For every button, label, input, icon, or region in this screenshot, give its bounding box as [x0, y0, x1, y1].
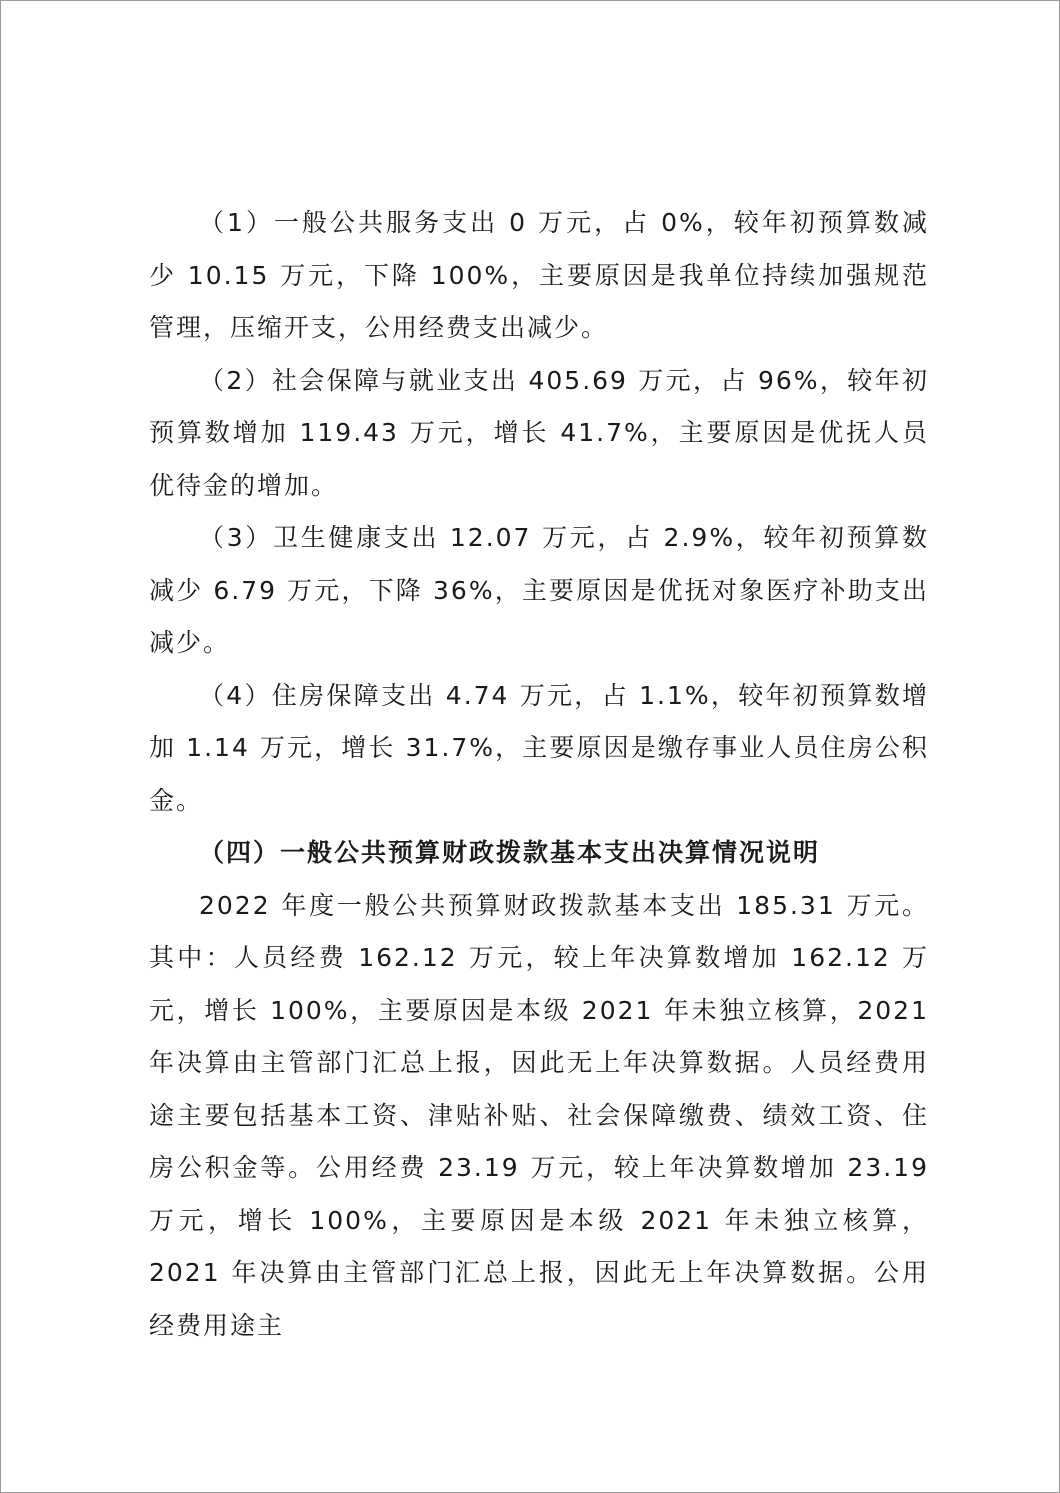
paragraph-general-public-services: （1）一般公共服务支出 0 万元，占 0%，较年初预算数减少 10.15 万元，下降 100%，主要原因是我单位持续加强规范管理，压缩开支，公用经费支出减少。	[149, 208, 929, 342]
section-heading: （四）一般公共预算财政拨款基本支出决算情况说明	[199, 838, 821, 867]
paragraph-social-security: （2）社会保障与就业支出 405.69 万元，占 96%，较年初预算数增加 119.43 万元，增长 41.7%，主要原因是优抚人员优待金的增加。	[149, 365, 929, 500]
paragraph-health: （3）卫生健康支出 12.07 万元，占 2.9%，较年初预算数减少 6.79 万元，下降 36%，主要原因是优抚对象医疗补助支出减少。	[149, 523, 929, 657]
paragraph-basic-expenditure: 2022 年度一般公共预算财政拨款基本支出 185.31 万元。其中：人员经费 162.12 万元，较上年决算数增加 162.12 万元，增长 100%，主要原因是本级 2021 年未独立核算，2021 年决算由主管部门汇总上报，因此无上年决算数据。人员经费用途主要包括基本工资、津贴补贴、社会保障缴费、绩效工资、住房公积金等。公用经费 23.19 万元，较上年决算数增加 23.19 万元，增长 100%，主要原因是本级 2021 年未独立核算，2021 年决算由主管部门汇总上报，因此无上年决算数据。公用经费用途主	[149, 890, 929, 1340]
document-body	[149, 197, 929, 1352]
paragraph-housing: （4）住房保障支出 4.74 万元，占 1.1%，较年初预算数增加 1.14 万元，增长 31.7%，主要原因是缴存事业人员住房公积金。	[149, 680, 929, 815]
